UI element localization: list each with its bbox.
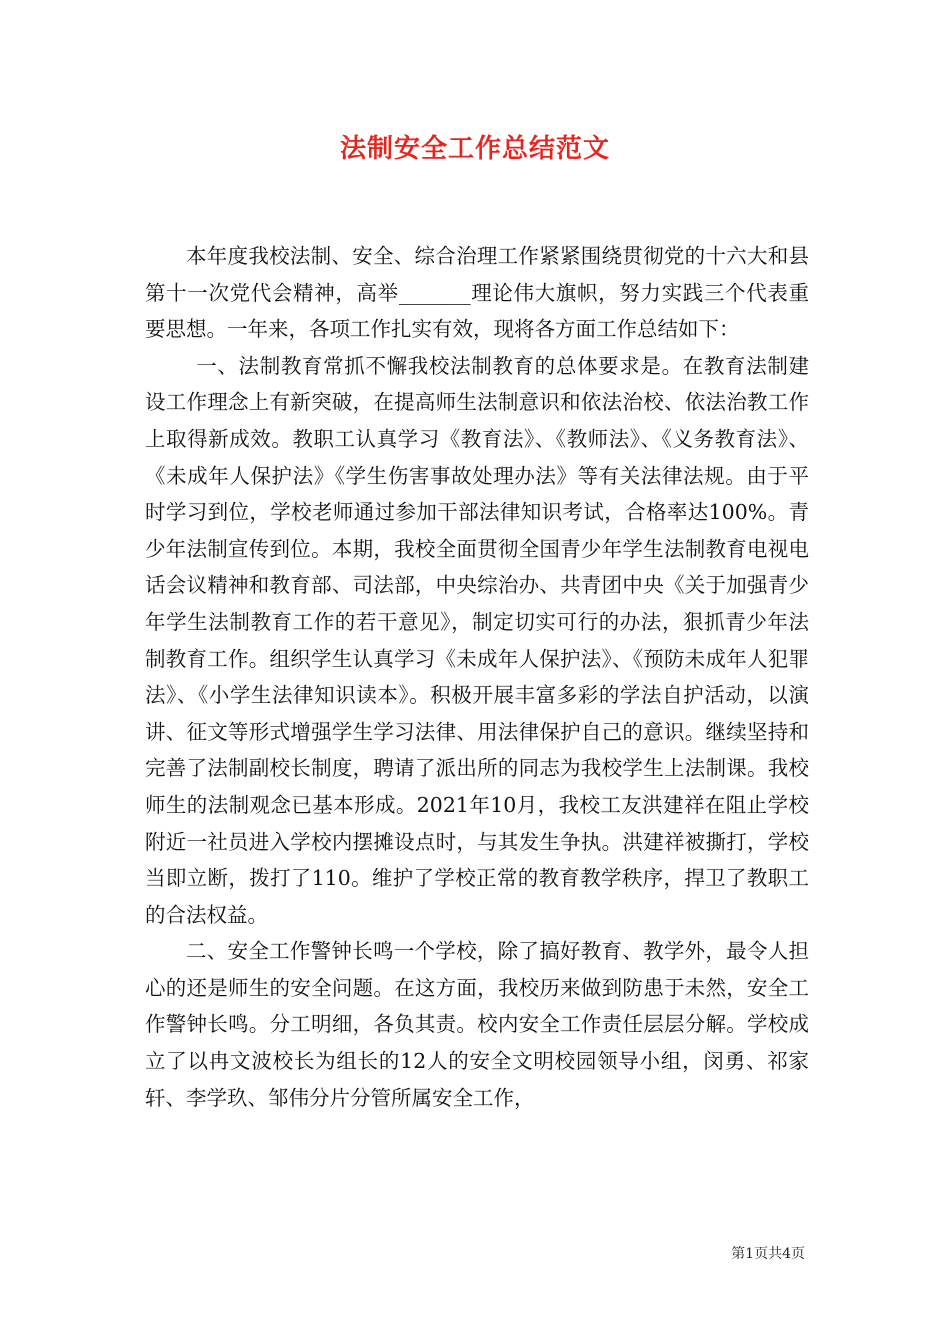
paragraph-intro: 本年度我校法制、安全、综合治理工作紧紧围绕贯彻党的十六大和县第十一次党代会精神，高举_______理论伟大旗帜，努力实践三个代表重要思想。一年来，各项工作扎实有效，现将各方面工作总结如下： — [145, 244, 809, 342]
document-body — [145, 238, 809, 1116]
paragraph-legal-education: 一、法制教育常抓不懈我校法制教育的总体要求是。在教育法制建设工作理念上有新突破，在提高师生法制意识和依法治校、依法治教工作上取得新成效。教职工认真学习《教育法》、《教师法》、《义务教育法》、《未成年人保护法》《学生伤害事故处理办法》等有关法律法规。由于平时学习到位，学校老师通过参加干部法律知识考试，合格率达100%。青少年法制宣传到位。本期，我校全面贯彻全国青少年学生法制教育电视电话会议精神和教育部、司法部，中央综治办、共青团中央《关于加强青少年学生法制教育工作的若干意见》，制定切实可行的办法，狠抓青少年法制教育工作。组织学生认真学习《未成年人保护法》、《预防未成年人犯罪法》、《小学生法律知识读本》。积极开展丰富多彩的学法自护活动，以演讲、征文等形式增强学生学习法律、用法律保护自己的意识。继续坚持和完善了法制副校长制度，聘请了派出所的同志为我校学生上法制课。我校师生的法制观念已基本形成。2021年10月，我校工友洪建祥在阻止学校附近一社员进入学校内摆摊设点时，与其发生争执。洪建祥被撕打，学校当即立断，拨打了110。维护了学校正常的教育教学秩序，捍卫了教职工的合法权益。 — [145, 353, 809, 927]
page-number: 第1页共4页 — [731, 1246, 805, 1262]
document-title: 法制安全工作总结范文 — [339, 134, 610, 164]
paragraph-safety-work: 二、安全工作警钟长鸣一个学校，除了搞好教育、教学外，最令人担心的还是师生的安全问题。在这方面，我校历来做到防患于未然，安全工作警钟长鸣。分工明细，各负其责。校内安全工作责任层层分解。学校成立了以冉文波校长为组长的12人的安全文明校园领导小组，闵勇、祁家轩、李学玖、邹伟分片分管所属安全工作， — [145, 939, 809, 1110]
